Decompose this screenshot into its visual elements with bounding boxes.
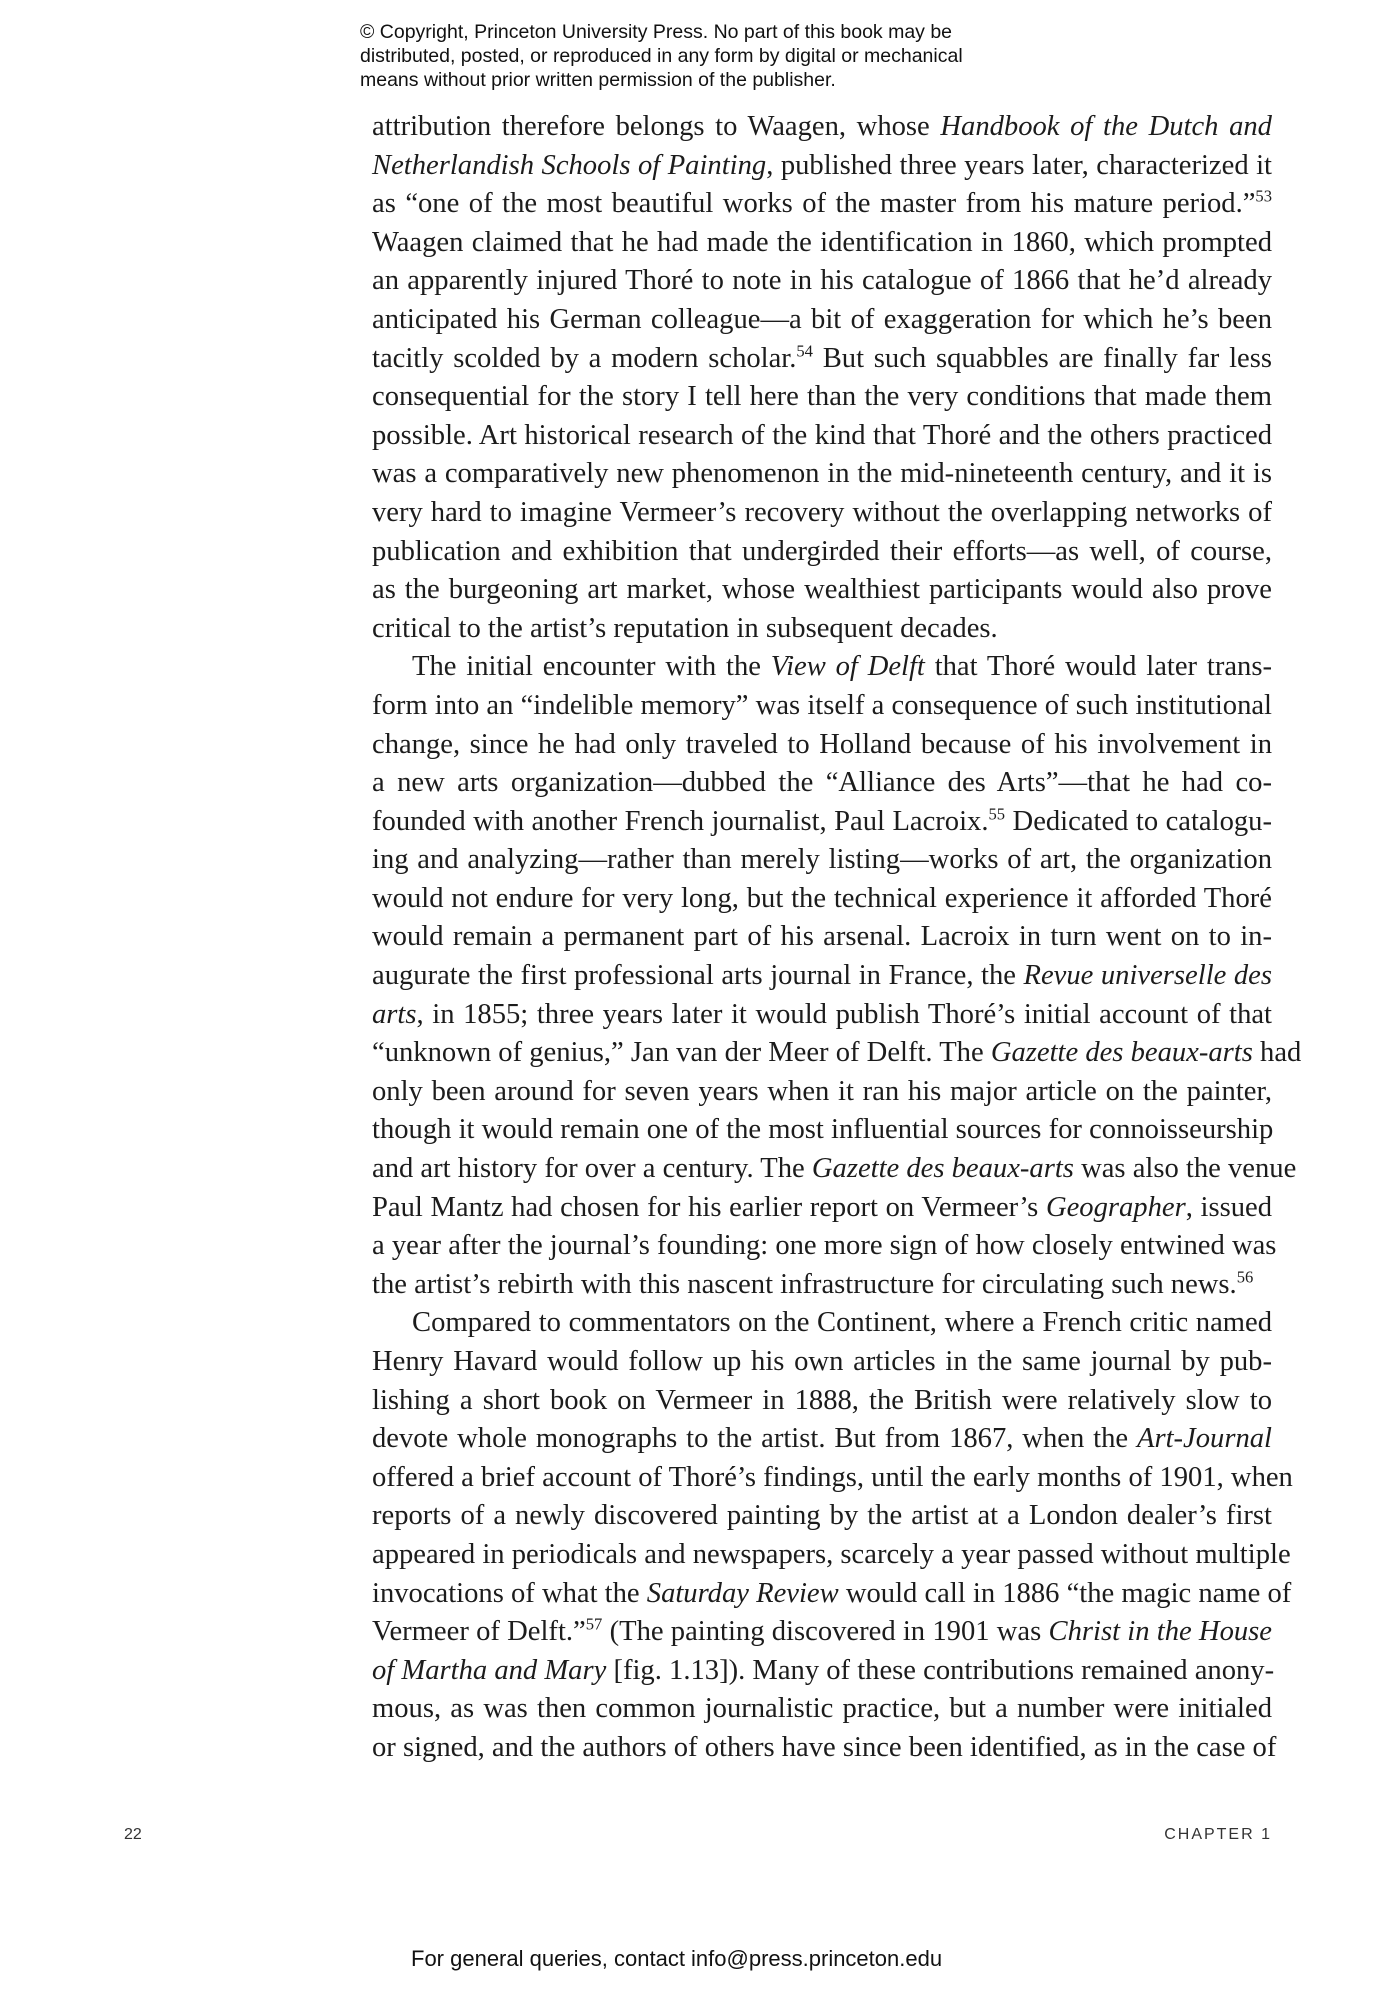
text-run: (The painting discovered in 1901 was — [602, 1616, 1049, 1648]
footnote-reference: 56 — [1236, 1267, 1254, 1287]
text-run: invocations of what the — [372, 1577, 647, 1609]
text-run: Paul Mantz had chosen for his earlier report on Vermeer’s — [372, 1191, 1046, 1223]
paragraph — [372, 108, 1272, 648]
italic-title: of Martha and Mary — [372, 1654, 607, 1686]
text-line — [372, 262, 1272, 301]
italic-title: Netherlandish Schools of Painting — [372, 149, 767, 181]
text-run: attribution therefore belongs to Waagen, whose — [372, 111, 941, 142]
text-line — [372, 185, 1272, 224]
text-run: the artist’s rebirth with this nascent infrastructure for circulating such news. — [372, 1268, 1237, 1300]
text-run: Dedicated to catalogu- — [1005, 805, 1272, 837]
text-run: , published three years later, characterized it — [766, 149, 1272, 181]
paragraph — [372, 648, 1302, 1304]
text-run: appeared in periodicals and newspapers, scarcely a year passed without multiple — [372, 1538, 1291, 1570]
text-run: Waagen claimed that he had made the identification in 1860, which prompted — [372, 226, 1272, 258]
text-run: Henry Havard would follow up his own articles in the same journal by pub- — [372, 1346, 1272, 1377]
text-line — [372, 1575, 1292, 1614]
text-line — [372, 764, 1272, 803]
text-line — [372, 1536, 1291, 1575]
text-line — [372, 1343, 1272, 1382]
body-text — [372, 108, 1302, 1768]
text-run: would call in 1886 “the magic name of — [838, 1577, 1292, 1609]
text-line — [372, 1111, 1272, 1150]
text-line — [372, 648, 1272, 687]
page-number: 22 — [124, 1826, 142, 1843]
text-line — [372, 147, 1272, 186]
text-line — [372, 1189, 1272, 1228]
text-run: was also the venue — [1073, 1153, 1297, 1185]
text-run: very hard to imagine Vermeer’s recovery without the overlapping networks of — [372, 496, 1272, 528]
text-line — [372, 1150, 1297, 1189]
text-run: , in 1855; three years later it would publish Thoré’s initial account of that — [416, 998, 1272, 1030]
footnote-reference: 55 — [988, 804, 1006, 824]
italic-title: Saturday Review — [646, 1577, 839, 1609]
text-line — [372, 417, 1272, 456]
text-run: reports of a newly discovered painting by the artist at a London dealer’s first — [372, 1500, 1272, 1532]
contact-notice: For general queries, contact info@press.princeton.edu — [411, 1946, 943, 1971]
italic-title: Art-Journal — [1136, 1423, 1272, 1455]
text-line — [372, 880, 1272, 919]
text-run: tacitly scolded by a modern scholar. — [372, 342, 797, 374]
italic-title: View of Delft — [770, 651, 925, 683]
text-line — [372, 224, 1272, 263]
text-run: The initial encounter with the — [412, 651, 771, 683]
copyright-line: distributed, posted, or reproduced in any form by digital or mechanical — [360, 45, 963, 67]
copyright-notice — [360, 20, 1080, 92]
copyright-line: © Copyright, Princeton University Press. No part of this book may be — [360, 21, 953, 43]
text-run: had — [1252, 1037, 1302, 1069]
text-run: [fig. 1.13]). Many of these contributions remained anony- — [606, 1654, 1275, 1686]
text-run: , issued — [1185, 1191, 1273, 1223]
text-line — [372, 1729, 1277, 1768]
text-run: would remain a permanent part of his arsenal. Lacroix in turn went on to in- — [372, 921, 1272, 953]
text-run: possible. Art historical research of the kind that Thoré and the others practiced — [372, 419, 1272, 451]
text-line — [372, 726, 1272, 765]
text-line — [372, 1073, 1272, 1112]
text-run: form into an “indelible memory” was itself a consequence of such institutional — [372, 689, 1272, 721]
text-run: “unknown of genius,” Jan van der Meer of Delft. The — [372, 1037, 991, 1069]
text-line — [372, 1227, 1277, 1266]
text-line — [372, 803, 1272, 842]
text-run: was a comparatively new phenomenon in the mid-nineteenth century, and it is — [372, 458, 1272, 490]
italic-title: Gazette des beaux-arts — [811, 1153, 1074, 1185]
paragraph — [372, 1304, 1293, 1767]
text-run: or signed, and the authors of others have since been identified, as in the case of — [372, 1731, 1277, 1763]
text-line — [372, 340, 1272, 379]
text-line — [372, 957, 1272, 996]
text-run: offered a brief account of Thoré’s findings, until the early months of 1901, when — [372, 1461, 1293, 1493]
text-line — [372, 1459, 1293, 1498]
text-line — [372, 1420, 1272, 1459]
text-run: But such squabbles are finally far less — [812, 342, 1272, 374]
text-run: though it would remain one of the most influential sources for connoisseurship — [372, 1114, 1274, 1146]
text-run: critical to the artist’s reputation in subsequent decades. — [372, 612, 998, 644]
text-line — [372, 1690, 1272, 1729]
text-line — [372, 533, 1272, 572]
text-line — [372, 610, 1272, 649]
text-run: anticipated his German colleague—a bit of exaggeration for which he’s been — [372, 303, 1272, 335]
text-line — [372, 1034, 1302, 1073]
text-run: as the burgeoning art market, whose wealthiest participants would also prove — [372, 574, 1272, 606]
italic-title: Christ in the House — [1048, 1616, 1272, 1648]
text-line — [372, 1497, 1272, 1536]
text-run: change, since he had only traveled to Holland because of his involvement in — [372, 728, 1272, 760]
text-run: founded with another French journalist, Paul Lacroix. — [372, 805, 989, 837]
running-footer-chapter: CHAPTER 1 — [1164, 1826, 1272, 1843]
footnote-reference: 53 — [1255, 186, 1272, 206]
italic-title: Geographer — [1045, 1191, 1186, 1223]
footnote-reference: 54 — [796, 341, 813, 361]
text-run: would not endure for very long, but the technical experience it afforded Thoré — [372, 882, 1272, 914]
text-run: augurate the first professional arts journal in France, the — [372, 960, 1024, 992]
text-run: that Thoré would later trans- — [924, 651, 1272, 683]
text-line — [372, 918, 1272, 957]
text-line — [372, 1652, 1275, 1691]
text-run: Compared to commentators on the Continent, where a French critic named — [412, 1307, 1272, 1339]
text-line — [372, 841, 1272, 880]
text-run: an apparently injured Thoré to note in his catalogue of 1866 that he’d already — [372, 265, 1272, 297]
text-run: as “one of the most beautiful works of the master from his mature period.” — [372, 188, 1256, 220]
text-line — [372, 1304, 1272, 1343]
copyright-line: means without prior written permission of the publisher. — [360, 69, 836, 91]
text-run: mous, as was then common journalistic practice, but a number were initialed — [372, 1693, 1272, 1725]
text-run: a new arts organization—dubbed the “Alliance des Arts”—that he had co- — [372, 767, 1272, 799]
text-line — [372, 301, 1272, 340]
text-line — [372, 455, 1272, 494]
text-line — [372, 1613, 1272, 1652]
text-line — [372, 494, 1272, 533]
italic-title: Gazette des beaux-arts — [990, 1037, 1253, 1069]
text-run: ing and analyzing—rather than merely listing—works of art, the organization — [372, 844, 1272, 876]
text-line — [372, 378, 1272, 417]
text-line — [372, 1266, 1272, 1305]
text-line — [372, 571, 1272, 610]
text-run: devote whole monographs to the artist. But from 1867, when the — [372, 1423, 1137, 1455]
italic-title: Revue universelle des — [1023, 960, 1272, 992]
text-run: and art history for over a century. The — [372, 1153, 812, 1185]
text-line — [372, 1382, 1272, 1421]
text-line — [372, 108, 1272, 147]
text-run: publication and exhibition that undergirded their efforts—as well, of course, — [372, 535, 1272, 567]
text-line — [372, 687, 1272, 726]
text-run: only been around for seven years when it ran his major article on the painter, — [372, 1075, 1272, 1107]
text-run: a year after the journal’s founding: one more sign of how closely entwined was — [372, 1230, 1277, 1262]
text-run: consequential for the story I tell here than the very conditions that made them — [372, 381, 1272, 413]
italic-title: Handbook of the Dutch and — [940, 111, 1272, 142]
italic-title: arts — [372, 998, 417, 1030]
footnote-reference: 57 — [585, 1614, 603, 1634]
text-line — [372, 996, 1272, 1035]
text-run: lishing a short book on Vermeer in 1888, the British were relatively slow to — [372, 1384, 1272, 1416]
text-run: Vermeer of Delft.” — [372, 1616, 586, 1648]
